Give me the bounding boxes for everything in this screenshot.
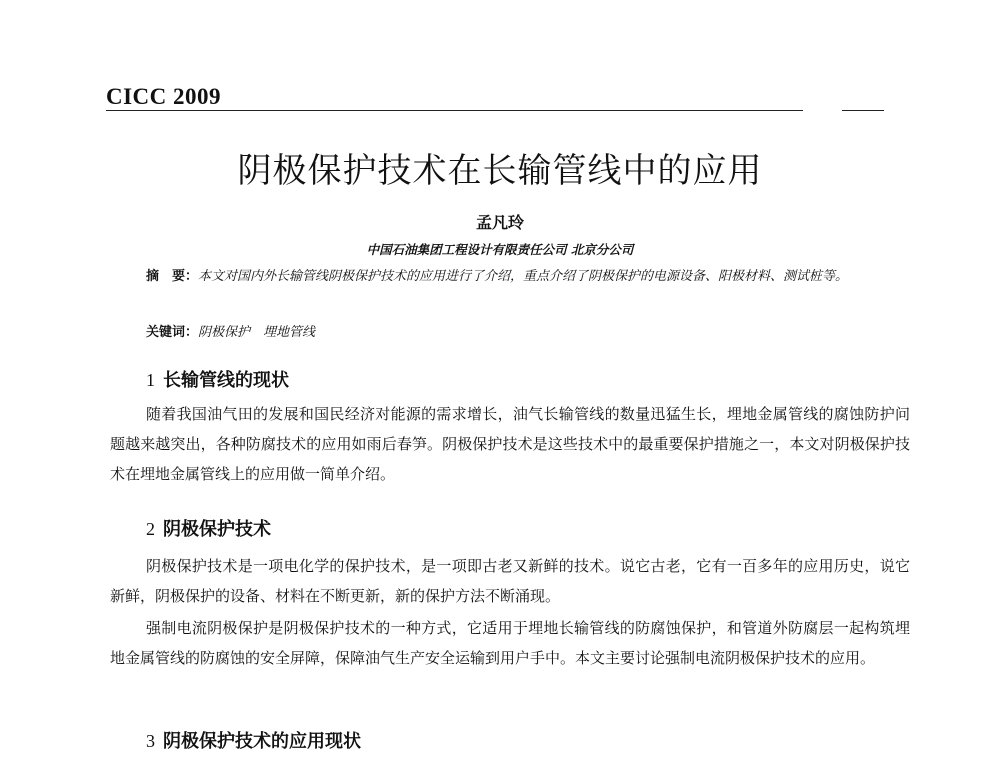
section-heading-2	[146, 515, 271, 541]
section-heading-3	[146, 727, 361, 753]
paragraph: 随着我国油气田的发展和国民经济对能源的需求增长，油气长输管线的数量迅猛生长，埋地金属管线的腐蚀防护问题越来越突出，各种防腐技术的应用如雨后春笋。阴极保护技术是这些技术中的最重要保护措施之一，本文对阴极保护技术在埋地金属管线上的应用做一简单介绍。	[110, 405, 910, 483]
author-affiliation: 中国石油集团工程设计有限责任公司 北京分公司	[366, 242, 634, 257]
abstract-text: 本文对国内外长输管线阴极保护技术的应用进行了介绍，重点介绍了阴极保护的电源设备、阳极材料、测试桩等。	[198, 269, 849, 284]
header-rule-short	[842, 110, 884, 111]
section-number: 1	[146, 370, 155, 390]
header-rule	[106, 110, 803, 111]
running-header: CICC 2009	[106, 84, 222, 109]
keywords-label: 关键词：	[146, 325, 199, 340]
section-title: 阴极保护技术	[163, 519, 271, 540]
abstract	[110, 265, 910, 289]
paper-title: 阴极保护技术在长输管线中的应用	[237, 151, 763, 191]
author-name: 孟凡玲	[475, 213, 524, 232]
keywords	[146, 321, 906, 340]
keywords-text: 阴极保护 埋地管线	[198, 325, 316, 340]
section-title: 长输管线的现状	[163, 370, 289, 391]
section-title: 阴极保护技术的应用现状	[163, 731, 361, 752]
section-number: 2	[146, 519, 155, 539]
section-heading-1	[146, 366, 289, 392]
abstract-label: 摘 要：	[146, 269, 199, 284]
paragraph: 强制电流阴极保护是阴极保护技术的一种方式，它适用于埋地长输管线的防腐蚀保护，和管道外防腐层一起构筑埋地金属管线的防腐蚀的安全屏障，保障油气生产安全运输到用户手中。本文主要讨论强制电流阴极保护技术的应用。	[110, 619, 910, 667]
section-number: 3	[146, 731, 155, 751]
paragraph: 阴极保护技术是一项电化学的保护技术，是一项即古老又新鲜的技术。说它古老，它有一百多年的应用历史，说它新鲜，阴极保护的设备、材料在不断更新，新的保护方法不断涌现。	[110, 557, 910, 605]
